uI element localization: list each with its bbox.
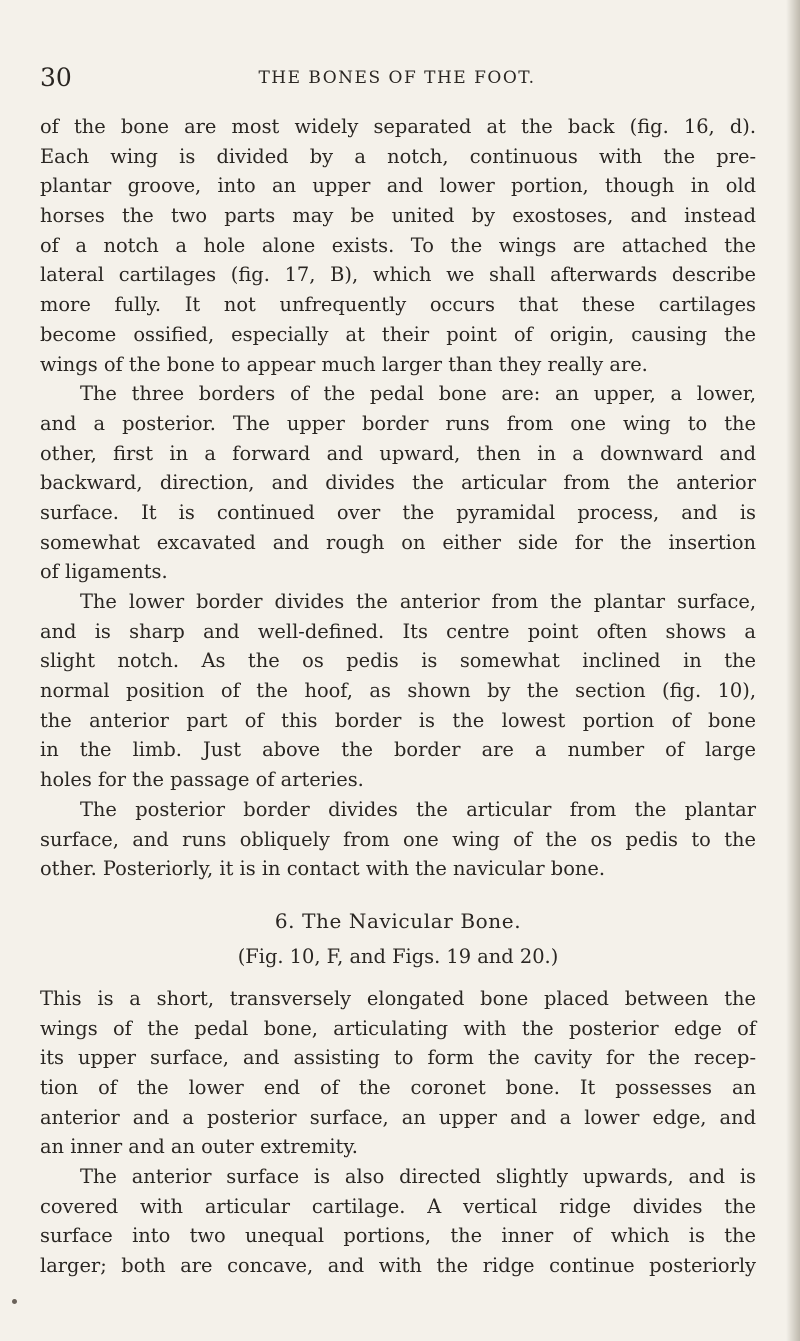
text-line: surface into two unequal portions, the inner of which is the: [40, 1224, 756, 1248]
text-line: the anterior part of this border is the lowest portion of bone: [40, 708, 756, 732]
text-line: The lower border divides the anterior from the plantar surface,: [80, 590, 756, 613]
running-head: THE BONES OF THE FOOT.: [258, 68, 536, 88]
text-line: The three borders of the pedal bone are: an upper, a lower,: [80, 382, 756, 406]
text-line: of ligaments.: [40, 560, 168, 584]
paragraph-lower-border: [40, 587, 756, 795]
text-line: anterior and a posterior surface, an upper and a lower edge, and: [40, 1105, 756, 1129]
body-text: [40, 112, 756, 1281]
text-line: in the limb. Just above the border are a number of large: [40, 738, 756, 762]
text-line: This is a short, transversely elongated bone placed between the: [40, 986, 756, 1010]
text-line: tion of the lower end of the coronet bone. It possesses an: [40, 1075, 756, 1099]
text-line: of a notch a hole alone exists. To the wings are attached the: [40, 233, 756, 257]
section-gap: [40, 884, 756, 902]
text-line: larger; both are concave, and with the ridge continue posteriorly: [40, 1254, 756, 1278]
text-line: surface, and runs obliquely from one wing of the os pedis to the: [40, 827, 756, 851]
text-line: The anterior surface is also directed slightly upwards, and is: [80, 1165, 756, 1188]
text-line: other, first in a forward and upward, then in a downward and: [40, 441, 756, 465]
paragraph-wings: [40, 112, 756, 379]
page-edge-shadow: [786, 0, 800, 1341]
margin-speck: [12, 1299, 17, 1304]
text-line: of the bone are most widely separated at the back (fig. 16, d).: [40, 115, 756, 138]
section-heading: 6. The Navicular Bone.: [274, 908, 522, 933]
page-header: [40, 62, 754, 94]
section-subheading: (Fig. 10, F, and Figs. 19 and 20.): [237, 944, 559, 968]
text-line: somewhat excavated and rough on either side for the insertion: [40, 530, 756, 554]
text-line: lateral cartilages (fig. 17, B), which we shall afterwards describe: [40, 263, 756, 287]
text-line: slight notch. As the os pedis is somewhat inclined in the: [40, 649, 756, 673]
paragraph-borders: [40, 379, 756, 587]
text-line: wings of the bone to appear much larger than they really are.: [40, 352, 648, 376]
text-line: Each wing is divided by a notch, continuous with the pre-: [40, 144, 756, 168]
text-line: become ossified, especially at their point of origin, causing the: [40, 322, 756, 346]
paragraph-posterior-border: [40, 795, 756, 884]
text-line: plantar groove, into an upper and lower portion, though in old: [40, 174, 756, 198]
text-line: The posterior border divides the articular from the plantar: [80, 797, 756, 821]
text-line: more fully. It not unfrequently occurs that these cartilages: [40, 293, 756, 317]
text-line: horses the two parts may be united by exostoses, and instead: [40, 204, 756, 228]
text-line: backward, direction, and divides the articular from the anterior: [40, 471, 756, 495]
text-line: wings of the pedal bone, articulating with the posterior edge of: [40, 1016, 756, 1040]
paragraph-anterior-surface: [40, 1162, 756, 1281]
text-line: and is sharp and well-defined. Its centre point often shows a: [40, 619, 756, 643]
text-line: an inner and an outer extremity.: [40, 1135, 358, 1159]
text-line: covered with articular cartilage. A vertical ridge divides the: [40, 1194, 756, 1218]
text-line: holes for the passage of arteries.: [40, 768, 364, 792]
text-line: its upper surface, and assisting to form the cavity for the recep-: [40, 1046, 756, 1070]
paragraph-navicular-intro: [40, 984, 756, 1162]
text-line: normal position of the hoof, as shown by the section (fig. 10),: [40, 679, 756, 703]
text-line: surface. It is continued over the pyramidal process, and is: [40, 500, 756, 524]
text-line: other. Posteriorly, it is in contact with the navicular bone.: [40, 857, 606, 881]
page-number: 30: [40, 63, 72, 92]
text-line: and a posterior. The upper border runs from one wing to the: [40, 411, 756, 435]
